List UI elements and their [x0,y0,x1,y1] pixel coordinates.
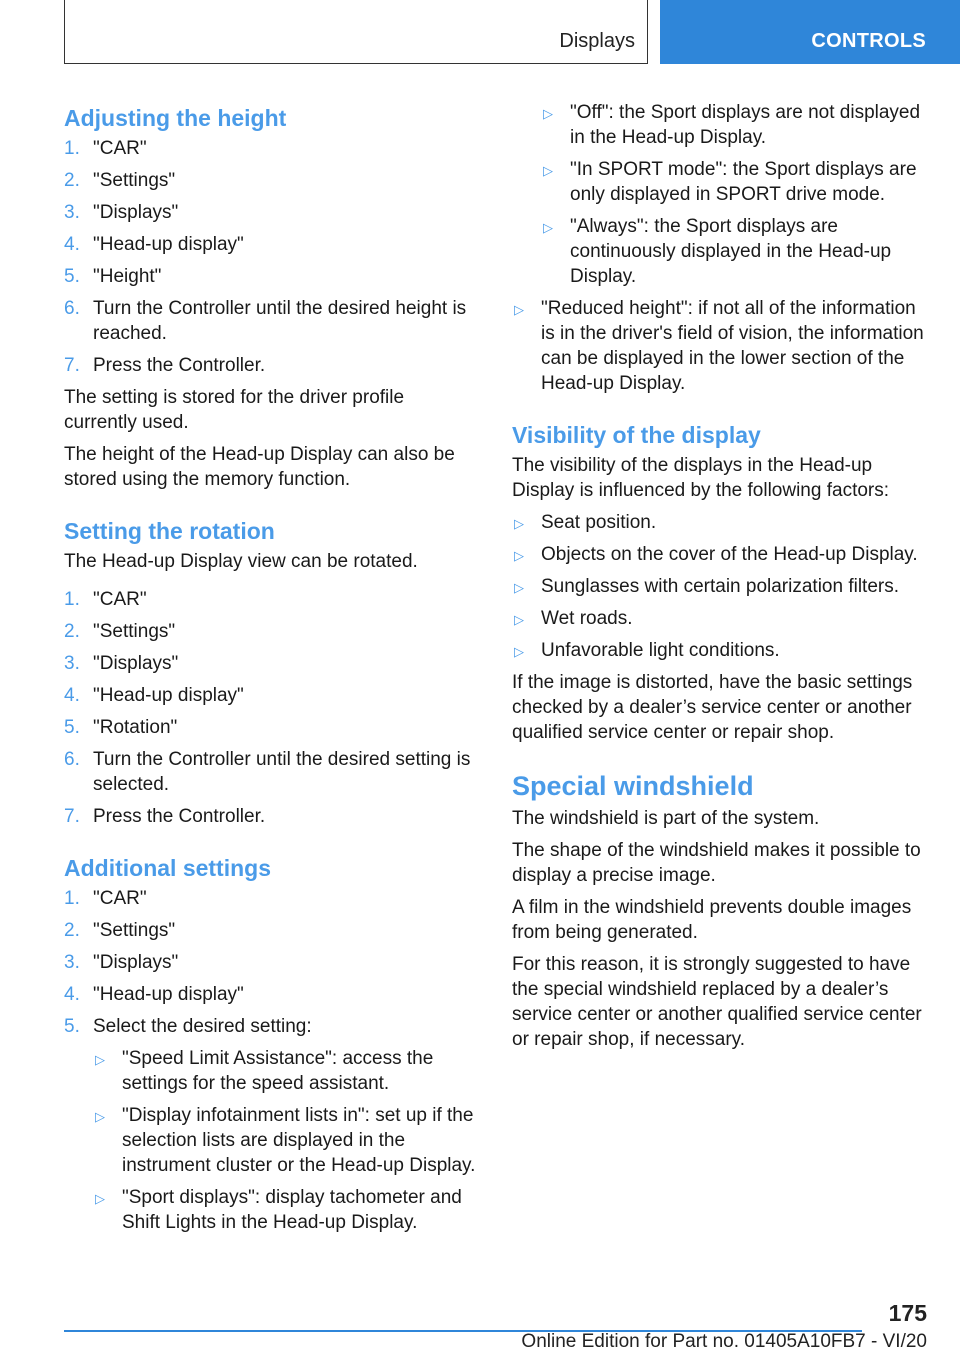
list-item: ▷ Objects on the cover of the Head-up Display. [512,542,928,567]
list-item: 4. "Head-up display" [64,984,244,1005]
triangle-bullet-icon: ▷ [95,1109,105,1124]
paragraph: For this reason, it is strongly suggested to have the special windshield replaced by a dealer’s service center or another qualified service center or repair shop, if necessary. [512,954,922,1050]
list-item: ▷ Sunglasses with certain polarization filters. [512,574,928,599]
list-item: 4. "Head-up display" [64,685,244,706]
footer-edition: Online Edition for Part no. 01405A10FB7 - VI/20 [521,1331,927,1352]
header-section-title: Displays [559,30,635,52]
triangle-bullet-icon: ▷ [514,580,524,595]
list-item: 3. "Displays" [64,202,179,223]
triangle-bullet-icon: ▷ [514,612,524,627]
list-item: 4. "Head-up display" [64,234,244,255]
additional-steps [64,886,482,1235]
header-section-tab [64,0,648,64]
triangle-bullet-icon: ▷ [95,1191,105,1206]
paragraph: The shape of the windshield makes it possible to display a precise image. [512,840,921,886]
triangle-bullet-icon: ▷ [514,516,524,531]
list-item: ▷ Seat position. [512,510,928,535]
list-item: 5. "Height" [64,266,162,287]
triangle-bullet-icon: ▷ [514,644,524,659]
page-number: 175 [888,1300,927,1326]
paragraph: If the image is distorted, have the basic settings checked by a dealer’s service center or another qualified service center or repair shop. [512,672,913,743]
triangle-bullet-icon: ▷ [543,163,553,178]
list-item: ▷ "Display infotainment lists in": set up if the selection lists are displayed in the instrument cluster or the Head-up Display. [95,1105,476,1176]
list-item: 7. Press the Controller. [64,806,266,827]
list-item: 2. "Settings" [64,621,176,642]
visibility-factors [512,510,928,663]
triangle-bullet-icon: ▷ [514,302,524,317]
triangle-bullet-icon: ▷ [543,106,553,121]
list-item: 1. "CAR" [64,589,147,610]
paragraph: The Head-up Display view can be rotated. [64,551,418,572]
list-item: 2. "Settings" [64,920,176,941]
list-item: ▷ "Off": the Sport displays are not displayed in the Head-up Display. [543,102,921,148]
heading-special-windshield: Special windshield [512,771,754,801]
rotation-steps [64,587,482,829]
heading-additional-settings: Additional settings [64,855,271,881]
list-item: 3. "Displays" [64,653,179,674]
list-item: 5. Select the desired setting: ▷ "Speed Limit Assistance": access the settings for the speed assistant. ▷ "Display infotainment lists in": set up if the selection lists are displayed in the instrument cluster or the Head-up Display. ▷ "Sport displays": display tachometer and Shift Lights in the Head-up Display. [64,1014,482,1235]
list-item: 7. Press the Controller. [64,355,266,376]
header-chapter-tab [660,0,960,64]
right-column [512,100,928,1059]
list-item: ▷ "In SPORT mode": the Sport displays are only displayed in SPORT drive mode. [543,159,917,205]
heading-adjusting-height: Adjusting the height [64,105,287,131]
left-column [64,100,482,1235]
triangle-bullet-icon: ▷ [514,548,524,563]
paragraph: A film in the windshield prevents double images from being generated. [512,897,912,943]
paragraph: The setting is stored for the driver profile currently used. [64,387,405,433]
heading-setting-rotation: Setting the rotation [64,518,275,544]
sport-display-options [512,100,928,289]
list-item: 2. "Settings" [64,170,176,191]
list-item: 5. "Rotation" [64,717,178,738]
triangle-bullet-icon: ▷ [543,220,553,235]
header-chapter-title: CONTROLS [811,30,926,52]
list-item: 1. "CAR" [64,138,147,159]
list-item: ▷ Unfavorable light conditions. [512,638,928,663]
list-item: 3. "Displays" [64,952,179,973]
list-item: ▷ "Reduced height": if not all of the information is in the driver's field of vision, the information can be displayed in the lower section of the Head-up Display. [514,298,924,394]
list-item: ▷ Wet roads. [512,606,928,631]
height-steps [64,136,482,378]
list-item: ▷ "Sport displays": display tachometer and Shift Lights in the Head-up Display. [95,1187,462,1233]
list-item: ▷ "Speed Limit Assistance": access the settings for the speed assistant. [95,1048,434,1094]
list-item: 6. Turn the Controller until the desired height is reached. [64,298,467,344]
triangle-bullet-icon: ▷ [95,1052,105,1067]
reduced-height-option [512,296,928,396]
list-item: ▷ "Always": the Sport displays are continuously displayed in the Head-up Display. [543,216,892,287]
paragraph: The height of the Head-up Display can also be stored using the memory function. [64,444,455,490]
list-item: 6. Turn the Controller until the desired setting is selected. [64,749,471,795]
setting-options [93,1046,482,1235]
list-item: 1. "CAR" [64,888,147,909]
paragraph: The visibility of the displays in the Head-up Display is influenced by the following factors: [512,455,890,501]
heading-visibility: Visibility of the display [512,422,761,448]
paragraph: The windshield is part of the system. [512,808,820,829]
